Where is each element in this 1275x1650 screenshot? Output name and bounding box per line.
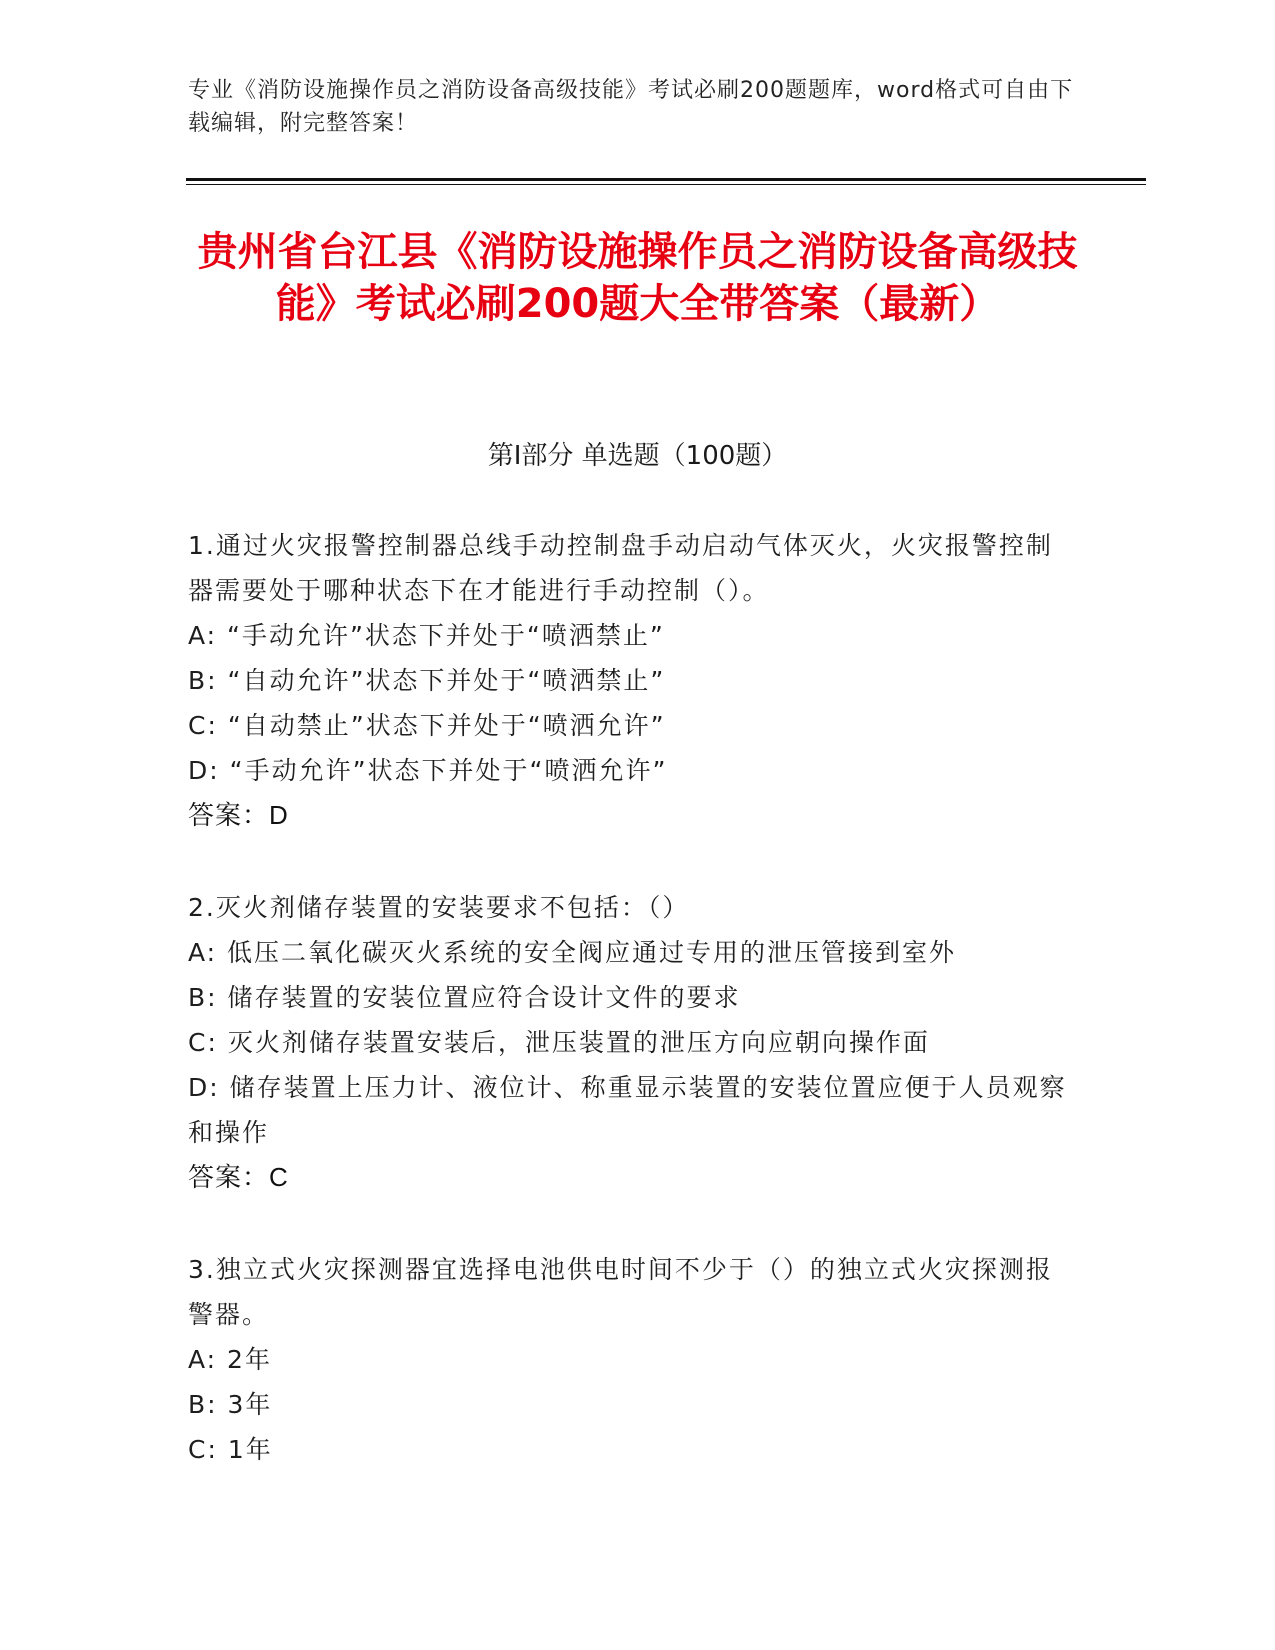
question-1	[188, 523, 1068, 838]
document-title: 贵州省台江县《消防设施操作员之消防设备高级技能》考试必刷200题大全带答案（最新）	[197, 229, 1078, 327]
question-stem: 3.独立式火灾探测器宜选择电池供电时间不少于（）的独立式火灾探测报警器。	[188, 1255, 1053, 1329]
answer: 答案：C	[188, 1162, 289, 1192]
option-b: B: 储存装置的安装位置应符合设计文件的要求	[188, 983, 741, 1012]
question-2	[188, 885, 1068, 1200]
option-d: D: “手动允许”状态下并处于“喷洒允许”	[188, 756, 668, 785]
header-note: 专业《消防设施操作员之消防设备高级技能》考试必刷200题题库，word格式可自由下载编辑，附完整答案！	[188, 78, 1074, 136]
option-c: C: 1年	[188, 1435, 273, 1464]
option-a: A: 2年	[188, 1345, 272, 1374]
option-c: C: 灭火剂储存装置安装后，泄压装置的泄压方向应朝向操作面	[188, 1028, 930, 1057]
option-b: B: 3年	[188, 1390, 273, 1419]
question-stem: 2.灭火剂储存装置的安装要求不包括：（）	[188, 893, 690, 922]
option-c: C: “自动禁止”状态下并处于“喷洒允许”	[188, 711, 666, 740]
option-a: A: “手动允许”状态下并处于“喷洒禁止”	[188, 621, 665, 650]
option-a: A: 低压二氧化碳灭火系统的安全阀应通过专用的泄压管接到室外	[188, 938, 957, 967]
section-title: 第I部分 单选题（100题）	[487, 441, 788, 471]
option-d: D: 储存装置上压力计、液位计、称重显示装置的安装位置应便于人员观察和操作	[188, 1073, 1067, 1147]
header-divider-thick	[186, 178, 1146, 181]
question-stem: 1.通过火灾报警控制器总线手动控制盘手动启动气体灭火，火灾报警控制器需要处于哪种状态下在才能进行手动控制（）。	[188, 531, 1053, 605]
header-divider-thin	[186, 184, 1146, 185]
option-b: B: “自动允许”状态下并处于“喷洒禁止”	[188, 666, 666, 695]
answer: 答案：D	[188, 800, 289, 830]
question-3	[188, 1247, 1068, 1472]
